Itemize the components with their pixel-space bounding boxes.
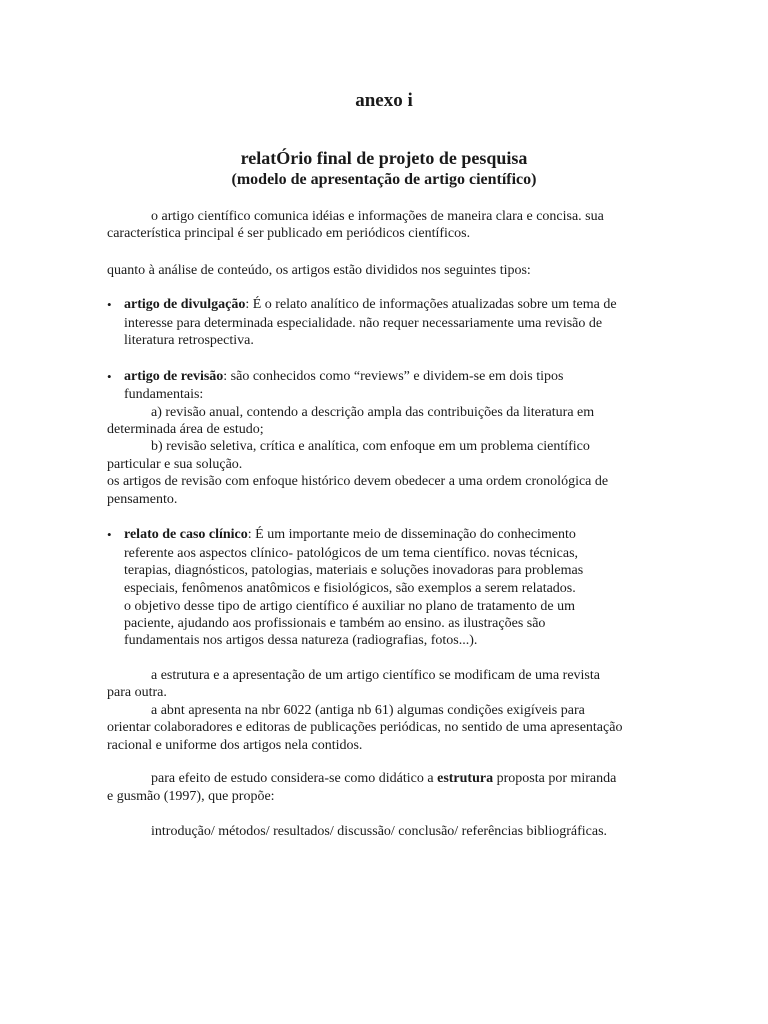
divulgacao-line-3: literatura retrospectiva. bbox=[124, 333, 254, 348]
revisao-b-line-2: particular e sua solução. bbox=[107, 457, 243, 472]
document-title: relatÓrio final de projeto de pesquisa bbox=[240, 148, 528, 168]
divulgacao-term: artigo de divulgação bbox=[124, 297, 246, 312]
revisao-hist-line-1: os artigos de revisão com enfoque histórico devem obedecer a uma ordem cronológica de bbox=[107, 474, 609, 489]
caso-line-4: especiais, fenômenos anatômicos e fisiológicos, são exemplos a serem relatados. bbox=[124, 581, 576, 596]
caso-text: : É um importante meio de disseminação do conhecimento bbox=[247, 527, 576, 542]
analysis-line: quanto à análise de conteúdo, os artigos estão divididos nos seguintes tipos: bbox=[107, 263, 531, 278]
caso-line-6: paciente, ajudando aos profissionais e também ao ensino. as ilustrações são bbox=[124, 616, 546, 631]
caso-line-5: o objetivo desse tipo de artigo científico é auxiliar no plano de tratamento de um bbox=[124, 599, 575, 614]
caso-line-7: fundamentais nos artigos dessa natureza (radiografias, fotos...). bbox=[124, 633, 478, 648]
revisao-line-1 bbox=[124, 368, 563, 385]
revisao-b-line-1: b) revisão seletiva, crítica e analítica, com enfoque em um problema científico bbox=[151, 439, 590, 454]
revisao-hist-line-2: pensamento. bbox=[107, 492, 178, 507]
efeito-line-1 bbox=[151, 770, 616, 787]
revisao-a-line-1: a) revisão anual, contendo a descrição ampla das contribuições da literatura em bbox=[151, 405, 595, 420]
divulgacao-line-2: interesse para determinada especialidade. não requer necessariamente uma revisão de bbox=[124, 316, 603, 331]
estrutura-line-2: para outra. bbox=[107, 685, 167, 700]
caso-line-2: referente aos aspectos clínico- patológicos de um tema científico. novas técnicas, bbox=[124, 546, 579, 561]
structure-line: introdução/ métodos/ resultados/ discussão/ conclusão/ referências bibliográficas. bbox=[151, 824, 608, 839]
abnt-line-2: orientar colaboradores e editoras de publicações periódicas, no sentido de uma apresentação bbox=[107, 720, 623, 735]
efeito-line-2: e gusmão (1997), que propõe: bbox=[107, 789, 275, 804]
intro-line-2: característica principal é ser publicado em periódicos científicos. bbox=[107, 226, 471, 241]
bullet-divulgacao: • bbox=[107, 297, 112, 312]
revisao-line-2: fundamentais: bbox=[124, 387, 204, 402]
document-heading: anexo i bbox=[355, 90, 413, 111]
estrutura-line-1: a estrutura e a apresentação de um artigo científico se modificam de uma revista bbox=[151, 668, 600, 683]
revisao-a-line-2: determinada área de estudo; bbox=[107, 422, 264, 437]
document-subtitle: (modelo de apresentação de artigo científico) bbox=[231, 171, 537, 188]
revisao-term: artigo de revisão bbox=[124, 369, 224, 384]
caso-line-3: terapias, diagnósticos, patologias, materiais e soluções inovadoras para problemas bbox=[124, 563, 584, 578]
caso-line-1 bbox=[124, 526, 576, 543]
caso-term: relato de caso clínico bbox=[124, 527, 248, 542]
abnt-line-1: a abnt apresenta na nbr 6022 (antiga nb 61) algumas condições exigíveis para bbox=[151, 703, 585, 718]
efeito-pre: para efeito de estudo considera-se como didático a bbox=[151, 771, 438, 786]
abnt-line-3: racional e uniforme dos artigos nela contidos. bbox=[107, 738, 363, 753]
efeito-bold-estrutura: estrutura bbox=[437, 771, 494, 786]
efeito-post: proposta por miranda bbox=[493, 771, 617, 786]
bullet-revisao: • bbox=[107, 369, 112, 384]
divulgacao-text: : É o relato analítico de informações atualizadas sobre um tema de bbox=[245, 297, 617, 312]
intro-line-1: o artigo científico comunica idéias e informações de maneira clara e concisa. sua bbox=[151, 209, 604, 224]
revisao-text: : são conhecidos como “reviews” e dividem-se em dois tipos bbox=[223, 369, 564, 384]
divulgacao-line-1 bbox=[124, 296, 617, 313]
bullet-caso: • bbox=[107, 527, 112, 542]
